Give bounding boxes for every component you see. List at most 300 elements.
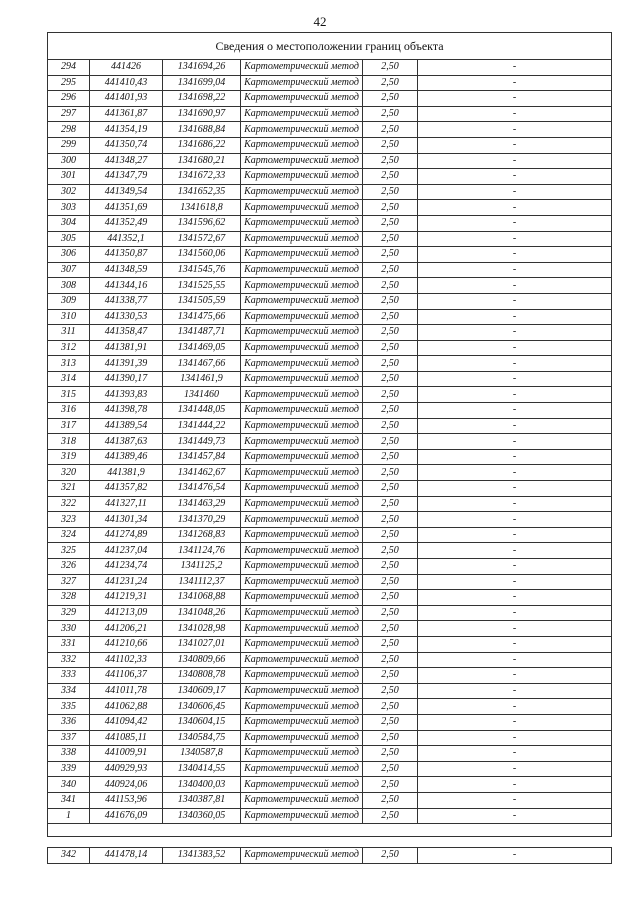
- y-coordinate-cell: 1341112,37: [163, 574, 241, 590]
- x-coordinate-cell: 441390,17: [90, 371, 163, 387]
- y-coordinate-cell: 1341525,55: [163, 278, 241, 294]
- y-coordinate-cell: 1341457,84: [163, 449, 241, 465]
- method-cell: Картометрический метод: [241, 512, 363, 528]
- accuracy-cell: 2,50: [363, 699, 418, 715]
- accuracy-cell: 2,50: [363, 403, 418, 419]
- method-cell: Картометрический метод: [241, 262, 363, 278]
- method-cell: Картометрический метод: [241, 574, 363, 590]
- accuracy-cell: 2,50: [363, 200, 418, 216]
- x-coordinate-cell: 441350,87: [90, 247, 163, 263]
- x-coordinate-cell: 441391,39: [90, 356, 163, 372]
- x-coordinate-cell: 441219,31: [90, 590, 163, 606]
- description-cell: -: [418, 75, 612, 91]
- y-coordinate-cell: 1341383,52: [163, 848, 241, 864]
- x-coordinate-cell: 441231,24: [90, 574, 163, 590]
- y-coordinate-cell: 1340604,15: [163, 714, 241, 730]
- point-number-cell: 298: [48, 122, 90, 138]
- x-coordinate-cell: 441210,66: [90, 636, 163, 652]
- description-cell: -: [418, 559, 612, 575]
- description-cell: -: [418, 137, 612, 153]
- method-cell: Картометрический метод: [241, 418, 363, 434]
- x-coordinate-cell: 441094,42: [90, 714, 163, 730]
- accuracy-cell: 2,50: [363, 761, 418, 777]
- point-number-cell: 342: [48, 848, 90, 864]
- x-coordinate-cell: 441102,33: [90, 652, 163, 668]
- method-cell: Картометрический метод: [241, 75, 363, 91]
- x-coordinate-cell: 441410,43: [90, 75, 163, 91]
- point-number-cell: 318: [48, 434, 90, 450]
- point-number-cell: 302: [48, 184, 90, 200]
- x-coordinate-cell: 441348,59: [90, 262, 163, 278]
- table-row: [48, 434, 612, 450]
- point-number-cell: 341: [48, 792, 90, 808]
- table-row: [48, 184, 612, 200]
- table-row: [48, 559, 612, 575]
- point-number-cell: 325: [48, 543, 90, 559]
- point-number-cell: 314: [48, 371, 90, 387]
- accuracy-cell: 2,50: [363, 356, 418, 372]
- description-cell: -: [418, 278, 612, 294]
- x-coordinate-cell: 441106,37: [90, 668, 163, 684]
- y-coordinate-cell: 1341560,06: [163, 247, 241, 263]
- gap-row: [48, 837, 612, 848]
- y-coordinate-cell: 1340609,17: [163, 683, 241, 699]
- table-row: [48, 683, 612, 699]
- point-number-cell: 294: [48, 60, 90, 76]
- x-coordinate-cell: 441330,53: [90, 309, 163, 325]
- accuracy-cell: 2,50: [363, 574, 418, 590]
- accuracy-cell: 2,50: [363, 527, 418, 543]
- table-row: [48, 262, 612, 278]
- table-row: [48, 387, 612, 403]
- accuracy-cell: 2,50: [363, 169, 418, 185]
- x-coordinate-cell: 441274,89: [90, 527, 163, 543]
- y-coordinate-cell: 1341618,8: [163, 200, 241, 216]
- table-row: [48, 91, 612, 107]
- y-coordinate-cell: 1341460: [163, 387, 241, 403]
- description-cell: -: [418, 746, 612, 762]
- table-row: [48, 652, 612, 668]
- description-cell: -: [418, 169, 612, 185]
- method-cell: Картометрический метод: [241, 371, 363, 387]
- point-number-cell: 309: [48, 293, 90, 309]
- description-cell: -: [418, 808, 612, 824]
- boundary-table-container: [47, 32, 611, 864]
- spacer-row: [48, 824, 612, 837]
- accuracy-cell: 2,50: [363, 683, 418, 699]
- method-cell: Картометрический метод: [241, 106, 363, 122]
- point-number-cell: 338: [48, 746, 90, 762]
- description-cell: -: [418, 465, 612, 481]
- x-coordinate-cell: 441387,63: [90, 434, 163, 450]
- accuracy-cell: 2,50: [363, 153, 418, 169]
- table-row: [48, 808, 612, 824]
- y-coordinate-cell: 1341694,26: [163, 60, 241, 76]
- description-cell: -: [418, 652, 612, 668]
- method-cell: Картометрический метод: [241, 481, 363, 497]
- description-cell: -: [418, 122, 612, 138]
- description-cell: -: [418, 668, 612, 684]
- accuracy-cell: 2,50: [363, 449, 418, 465]
- table-row: [48, 278, 612, 294]
- accuracy-cell: 2,50: [363, 60, 418, 76]
- point-number-cell: 317: [48, 418, 90, 434]
- x-coordinate-cell: 441354,19: [90, 122, 163, 138]
- description-cell: -: [418, 621, 612, 637]
- accuracy-cell: 2,50: [363, 91, 418, 107]
- description-cell: -: [418, 761, 612, 777]
- point-number-cell: 335: [48, 699, 90, 715]
- y-coordinate-cell: 1341476,54: [163, 481, 241, 497]
- x-coordinate-cell: 441153,96: [90, 792, 163, 808]
- point-number-cell: 312: [48, 340, 90, 356]
- point-number-cell: 313: [48, 356, 90, 372]
- y-coordinate-cell: 1341686,22: [163, 137, 241, 153]
- y-coordinate-cell: 1341370,29: [163, 512, 241, 528]
- x-coordinate-cell: 440924,06: [90, 777, 163, 793]
- table-row: [48, 153, 612, 169]
- point-number-cell: 331: [48, 636, 90, 652]
- y-coordinate-cell: 1341672,33: [163, 169, 241, 185]
- description-cell: -: [418, 481, 612, 497]
- accuracy-cell: 2,50: [363, 75, 418, 91]
- description-cell: -: [418, 636, 612, 652]
- method-cell: Картометрический метод: [241, 449, 363, 465]
- method-cell: Картометрический метод: [241, 184, 363, 200]
- table-row: [48, 714, 612, 730]
- point-number-cell: 328: [48, 590, 90, 606]
- table-row: [48, 481, 612, 497]
- gap-cell: [48, 837, 612, 848]
- method-cell: Картометрический метод: [241, 169, 363, 185]
- x-coordinate-cell: 441213,09: [90, 605, 163, 621]
- x-coordinate-cell: 441401,93: [90, 91, 163, 107]
- method-cell: Картометрический метод: [241, 777, 363, 793]
- table-row: [48, 761, 612, 777]
- point-number-cell: 315: [48, 387, 90, 403]
- description-cell: -: [418, 403, 612, 419]
- page-number: 42: [313, 14, 327, 29]
- accuracy-cell: 2,50: [363, 137, 418, 153]
- x-coordinate-cell: 441206,21: [90, 621, 163, 637]
- y-coordinate-cell: 1341475,66: [163, 309, 241, 325]
- accuracy-cell: 2,50: [363, 278, 418, 294]
- y-coordinate-cell: 1341469,05: [163, 340, 241, 356]
- table-row: [48, 574, 612, 590]
- method-cell: Картометрический метод: [241, 293, 363, 309]
- table-row: [48, 231, 612, 247]
- table-title-row: [48, 33, 612, 60]
- description-cell: -: [418, 683, 612, 699]
- method-cell: Картометрический метод: [241, 278, 363, 294]
- accuracy-cell: 2,50: [363, 247, 418, 263]
- y-coordinate-cell: 1340606,45: [163, 699, 241, 715]
- table-row: [48, 777, 612, 793]
- table-row: [48, 247, 612, 263]
- y-coordinate-cell: 1341444,22: [163, 418, 241, 434]
- x-coordinate-cell: 441358,47: [90, 325, 163, 341]
- table-row-last: [48, 848, 612, 864]
- y-coordinate-cell: 1340587,8: [163, 746, 241, 762]
- table-row: [48, 215, 612, 231]
- description-cell: -: [418, 262, 612, 278]
- method-cell: Картометрический метод: [241, 652, 363, 668]
- method-cell: Картометрический метод: [241, 496, 363, 512]
- y-coordinate-cell: 1341680,21: [163, 153, 241, 169]
- x-coordinate-cell: 441348,27: [90, 153, 163, 169]
- table-row: [48, 496, 612, 512]
- description-cell: -: [418, 340, 612, 356]
- x-coordinate-cell: 441062,88: [90, 699, 163, 715]
- table-title: Сведения о местоположении границ объекта: [48, 33, 612, 60]
- y-coordinate-cell: 1340414,55: [163, 761, 241, 777]
- y-coordinate-cell: 1340808,78: [163, 668, 241, 684]
- description-cell: -: [418, 848, 612, 864]
- y-coordinate-cell: 1340387,81: [163, 792, 241, 808]
- x-coordinate-cell: 441381,91: [90, 340, 163, 356]
- accuracy-cell: 2,50: [363, 465, 418, 481]
- table-row: [48, 75, 612, 91]
- accuracy-cell: 2,50: [363, 559, 418, 575]
- description-cell: -: [418, 605, 612, 621]
- accuracy-cell: 2,50: [363, 496, 418, 512]
- method-cell: Картометрический метод: [241, 403, 363, 419]
- description-cell: -: [418, 434, 612, 450]
- point-number-cell: 321: [48, 481, 90, 497]
- table-row: [48, 340, 612, 356]
- method-cell: Картометрический метод: [241, 325, 363, 341]
- method-cell: Картометрический метод: [241, 231, 363, 247]
- table-row: [48, 465, 612, 481]
- x-coordinate-cell: 441301,34: [90, 512, 163, 528]
- accuracy-cell: 2,50: [363, 434, 418, 450]
- y-coordinate-cell: 1341652,35: [163, 184, 241, 200]
- y-coordinate-cell: 1341125,2: [163, 559, 241, 575]
- x-coordinate-cell: 441398,78: [90, 403, 163, 419]
- x-coordinate-cell: 441389,54: [90, 418, 163, 434]
- accuracy-cell: 2,50: [363, 746, 418, 762]
- y-coordinate-cell: 1341027,01: [163, 636, 241, 652]
- description-cell: -: [418, 309, 612, 325]
- accuracy-cell: 2,50: [363, 325, 418, 341]
- table-row: [48, 169, 612, 185]
- table-row: [48, 356, 612, 372]
- description-cell: -: [418, 293, 612, 309]
- x-coordinate-cell: 441344,16: [90, 278, 163, 294]
- point-number-cell: 300: [48, 153, 90, 169]
- method-cell: Картометрический метод: [241, 434, 363, 450]
- table-row: [48, 746, 612, 762]
- method-cell: Картометрический метод: [241, 309, 363, 325]
- table-row: [48, 668, 612, 684]
- method-cell: Картометрический метод: [241, 683, 363, 699]
- method-cell: Картометрический метод: [241, 761, 363, 777]
- y-coordinate-cell: 1341688,84: [163, 122, 241, 138]
- description-cell: -: [418, 153, 612, 169]
- description-cell: -: [418, 714, 612, 730]
- point-number-cell: 305: [48, 231, 90, 247]
- y-coordinate-cell: 1341505,59: [163, 293, 241, 309]
- description-cell: -: [418, 184, 612, 200]
- accuracy-cell: 2,50: [363, 777, 418, 793]
- y-coordinate-cell: 1340360,05: [163, 808, 241, 824]
- x-coordinate-cell: 441426: [90, 60, 163, 76]
- spacer-cell: [48, 824, 612, 837]
- method-cell: Картометрический метод: [241, 699, 363, 715]
- point-number-cell: 337: [48, 730, 90, 746]
- description-cell: -: [418, 512, 612, 528]
- table-row: [48, 730, 612, 746]
- x-coordinate-cell: 441381,9: [90, 465, 163, 481]
- y-coordinate-cell: 1341124,76: [163, 543, 241, 559]
- y-coordinate-cell: 1341463,29: [163, 496, 241, 512]
- point-number-cell: 310: [48, 309, 90, 325]
- point-number-cell: 301: [48, 169, 90, 185]
- point-number-cell: 296: [48, 91, 90, 107]
- accuracy-cell: 2,50: [363, 262, 418, 278]
- point-number-cell: 339: [48, 761, 90, 777]
- point-number-cell: 322: [48, 496, 90, 512]
- x-coordinate-cell: 441389,46: [90, 449, 163, 465]
- table-row: [48, 106, 612, 122]
- table-row: [48, 403, 612, 419]
- y-coordinate-cell: 1341068,88: [163, 590, 241, 606]
- x-coordinate-cell: 441234,74: [90, 559, 163, 575]
- table-row: [48, 792, 612, 808]
- method-cell: Картометрический метод: [241, 356, 363, 372]
- description-cell: -: [418, 231, 612, 247]
- table-row: [48, 137, 612, 153]
- point-number-cell: 299: [48, 137, 90, 153]
- x-coordinate-cell: 441361,87: [90, 106, 163, 122]
- point-number-cell: 307: [48, 262, 90, 278]
- x-coordinate-cell: 441338,77: [90, 293, 163, 309]
- table-row: [48, 636, 612, 652]
- table-row: [48, 605, 612, 621]
- method-cell: Картометрический метод: [241, 137, 363, 153]
- point-number-cell: 308: [48, 278, 90, 294]
- method-cell: Картометрический метод: [241, 714, 363, 730]
- accuracy-cell: 2,50: [363, 106, 418, 122]
- accuracy-cell: 2,50: [363, 387, 418, 403]
- point-number-cell: 327: [48, 574, 90, 590]
- y-coordinate-cell: 1340584,75: [163, 730, 241, 746]
- accuracy-cell: 2,50: [363, 808, 418, 824]
- description-cell: -: [418, 60, 612, 76]
- accuracy-cell: 2,50: [363, 543, 418, 559]
- accuracy-cell: 2,50: [363, 848, 418, 864]
- accuracy-cell: 2,50: [363, 636, 418, 652]
- method-cell: Картометрический метод: [241, 153, 363, 169]
- method-cell: Картометрический метод: [241, 465, 363, 481]
- description-cell: -: [418, 496, 612, 512]
- description-cell: -: [418, 449, 612, 465]
- accuracy-cell: 2,50: [363, 481, 418, 497]
- method-cell: Картометрический метод: [241, 543, 363, 559]
- description-cell: -: [418, 777, 612, 793]
- method-cell: Картометрический метод: [241, 200, 363, 216]
- x-coordinate-cell: 441011,78: [90, 683, 163, 699]
- point-number-cell: 297: [48, 106, 90, 122]
- accuracy-cell: 2,50: [363, 590, 418, 606]
- method-cell: Картометрический метод: [241, 215, 363, 231]
- description-cell: -: [418, 387, 612, 403]
- point-number-cell: 295: [48, 75, 90, 91]
- y-coordinate-cell: 1341462,67: [163, 465, 241, 481]
- accuracy-cell: 2,50: [363, 792, 418, 808]
- description-cell: -: [418, 215, 612, 231]
- y-coordinate-cell: 1341699,04: [163, 75, 241, 91]
- description-cell: -: [418, 356, 612, 372]
- method-cell: Картометрический метод: [241, 60, 363, 76]
- accuracy-cell: 2,50: [363, 184, 418, 200]
- accuracy-cell: 2,50: [363, 621, 418, 637]
- accuracy-cell: 2,50: [363, 730, 418, 746]
- table-row: [48, 309, 612, 325]
- boundary-table: [47, 32, 612, 864]
- method-cell: Картометрический метод: [241, 340, 363, 356]
- table-row: [48, 371, 612, 387]
- accuracy-cell: 2,50: [363, 668, 418, 684]
- x-coordinate-cell: 441357,82: [90, 481, 163, 497]
- description-cell: -: [418, 574, 612, 590]
- method-cell: Картометрический метод: [241, 668, 363, 684]
- x-coordinate-cell: 441237,04: [90, 543, 163, 559]
- table-row: [48, 418, 612, 434]
- table-row: [48, 621, 612, 637]
- x-coordinate-cell: 441352,1: [90, 231, 163, 247]
- table-row: [48, 699, 612, 715]
- point-number-cell: 311: [48, 325, 90, 341]
- y-coordinate-cell: 1341467,66: [163, 356, 241, 372]
- accuracy-cell: 2,50: [363, 371, 418, 387]
- method-cell: Картометрический метод: [241, 730, 363, 746]
- accuracy-cell: 2,50: [363, 293, 418, 309]
- table-row: [48, 60, 612, 76]
- method-cell: Картометрический метод: [241, 605, 363, 621]
- description-cell: -: [418, 200, 612, 216]
- method-cell: Картометрический метод: [241, 559, 363, 575]
- x-coordinate-cell: 441350,74: [90, 137, 163, 153]
- description-cell: -: [418, 590, 612, 606]
- table-row: [48, 293, 612, 309]
- y-coordinate-cell: 1341048,26: [163, 605, 241, 621]
- point-number-cell: 1: [48, 808, 90, 824]
- y-coordinate-cell: 1341028,98: [163, 621, 241, 637]
- description-cell: -: [418, 699, 612, 715]
- accuracy-cell: 2,50: [363, 418, 418, 434]
- description-cell: -: [418, 527, 612, 543]
- x-coordinate-cell: 441352,49: [90, 215, 163, 231]
- x-coordinate-cell: 441478,14: [90, 848, 163, 864]
- point-number-cell: 320: [48, 465, 90, 481]
- method-cell: Картометрический метод: [241, 636, 363, 652]
- x-coordinate-cell: 441085,11: [90, 730, 163, 746]
- point-number-cell: 334: [48, 683, 90, 699]
- table-row: [48, 543, 612, 559]
- point-number-cell: 319: [48, 449, 90, 465]
- method-cell: Картометрический метод: [241, 527, 363, 543]
- accuracy-cell: 2,50: [363, 309, 418, 325]
- table-row: [48, 325, 612, 341]
- x-coordinate-cell: 441347,79: [90, 169, 163, 185]
- point-number-cell: 340: [48, 777, 90, 793]
- y-coordinate-cell: 1341448,05: [163, 403, 241, 419]
- accuracy-cell: 2,50: [363, 714, 418, 730]
- table-row: [48, 200, 612, 216]
- method-cell: Картометрический метод: [241, 746, 363, 762]
- method-cell: Картометрический метод: [241, 122, 363, 138]
